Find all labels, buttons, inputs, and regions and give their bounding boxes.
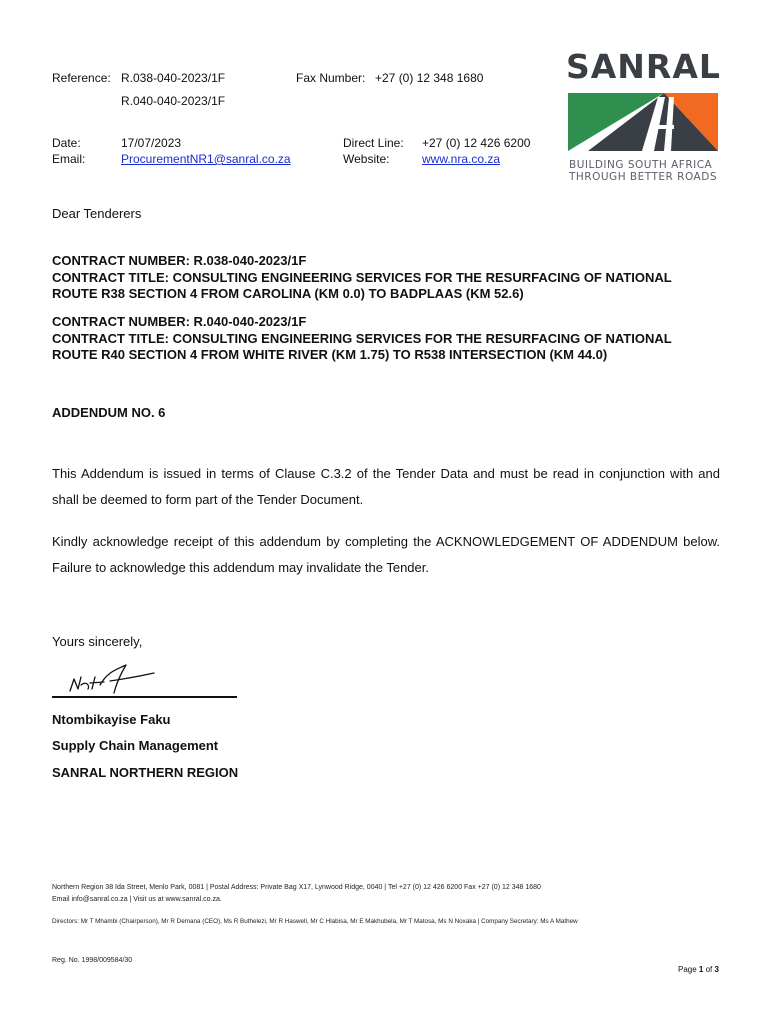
- salutation: Dear Tenderers: [52, 206, 142, 221]
- contract-title-2: CONTRACT TITLE: CONSULTING ENGINEERING SERVICES FOR THE RESURFACING OF NATIONAL ROUTE R40 SECTION 4 FROM WHITE RIVER (KM 1.75) TO R538 INTERSECTION (KM 44.0): [52, 330, 672, 362]
- contract-title-1: CONTRACT TITLE: CONSULTING ENGINEERING SERVICES FOR THE RESURFACING OF NATIONAL ROUTE R38 SECTION 4 FROM CAROLINA (KM 0.0) TO BADPLAAS (KM 52.6): [52, 269, 672, 301]
- email-label: Email:: [52, 152, 86, 166]
- contract-block-1: [52, 253, 720, 303]
- logo-wordmark: SANRAL: [566, 47, 721, 86]
- page-number: [678, 965, 719, 974]
- logo-tagline-2: THROUGH BETTER ROADS: [569, 171, 717, 183]
- date-label: Date:: [52, 136, 81, 150]
- footer-address: Northern Region 38 Ida Street, Menlo Park, 0081 | Postal Address: Private Bag X17, Lynwood Ridge, 0040 | Tel +27 (0) 12 426 6200 Fax +27 (0) 12 348 1680: [52, 884, 541, 891]
- addendum-heading: ADDENDUM NO. 6: [52, 405, 166, 420]
- direct-line-label: Direct Line:: [343, 136, 404, 150]
- fax-label: Fax Number:: [296, 71, 366, 85]
- page-current: 1: [698, 965, 704, 974]
- signatory-name: Ntombikayise Faku: [52, 712, 171, 727]
- sanral-logo: [566, 47, 726, 183]
- signature-line: [52, 696, 237, 698]
- contract-block-2: [52, 314, 720, 364]
- website-label: Website:: [343, 152, 390, 166]
- signatory-region: SANRAL NORTHERN REGION: [52, 765, 239, 780]
- footer-reg-no: Reg. No. 1998/009584/30: [52, 957, 133, 964]
- logo-tagline-1: BUILDING SOUTH AFRICA: [569, 159, 713, 171]
- reference-1: R.038-040-2023/1F: [121, 71, 226, 85]
- contract-number-1: CONTRACT NUMBER: R.038-040-2023/1F: [52, 253, 307, 268]
- footer-directors: Directors: Mr T Mhambi (Chairperson), Mr R Demana (CEO), Ms R Buthelezi, Mr R Haswell, Mr C Hlabisa, Mr E Makhubela, Mr T Matosa, Ms N Noxaka | Company Secretary: Ms A Mathew: [52, 918, 578, 925]
- page-prefix: Page: [678, 965, 697, 974]
- paragraph-2: Kindly acknowledge receipt of this addendum by completing the ACKNOWLEDGEMENT OF ADDENDUM below. Failure to acknowledge this addendum may invalidate the Tender.: [52, 534, 720, 575]
- reference-2: R.040-040-2023/1F: [121, 94, 226, 108]
- closing: Yours sincerely,: [52, 634, 143, 649]
- direct-line-value: +27 (0) 12 426 6200: [422, 136, 531, 150]
- road-logo-icon: [568, 93, 718, 151]
- date-value: 17/07/2023: [121, 136, 182, 150]
- website-link[interactable]: www.nra.co.za: [422, 152, 501, 166]
- email-link[interactable]: ProcurementNR1@sanral.co.za: [121, 152, 291, 166]
- contract-number-2: CONTRACT NUMBER: R.040-040-2023/1F: [52, 314, 307, 329]
- footer-contact: Email info@sanral.co.za | Visit us at www.sanral.co.za.: [52, 896, 222, 903]
- fax-number: +27 (0) 12 348 1680: [375, 71, 484, 85]
- page-total: 3: [714, 965, 719, 974]
- page-of: of: [705, 965, 713, 974]
- reference-label: Reference:: [52, 71, 111, 85]
- signatory-department: Supply Chain Management: [52, 738, 219, 753]
- signature-image: [64, 655, 164, 697]
- paragraph-1: This Addendum is issued in terms of Clause C.3.2 of the Tender Data and must be read in conjunction with and shall be deemed to form part of the Tender Document.: [52, 466, 720, 507]
